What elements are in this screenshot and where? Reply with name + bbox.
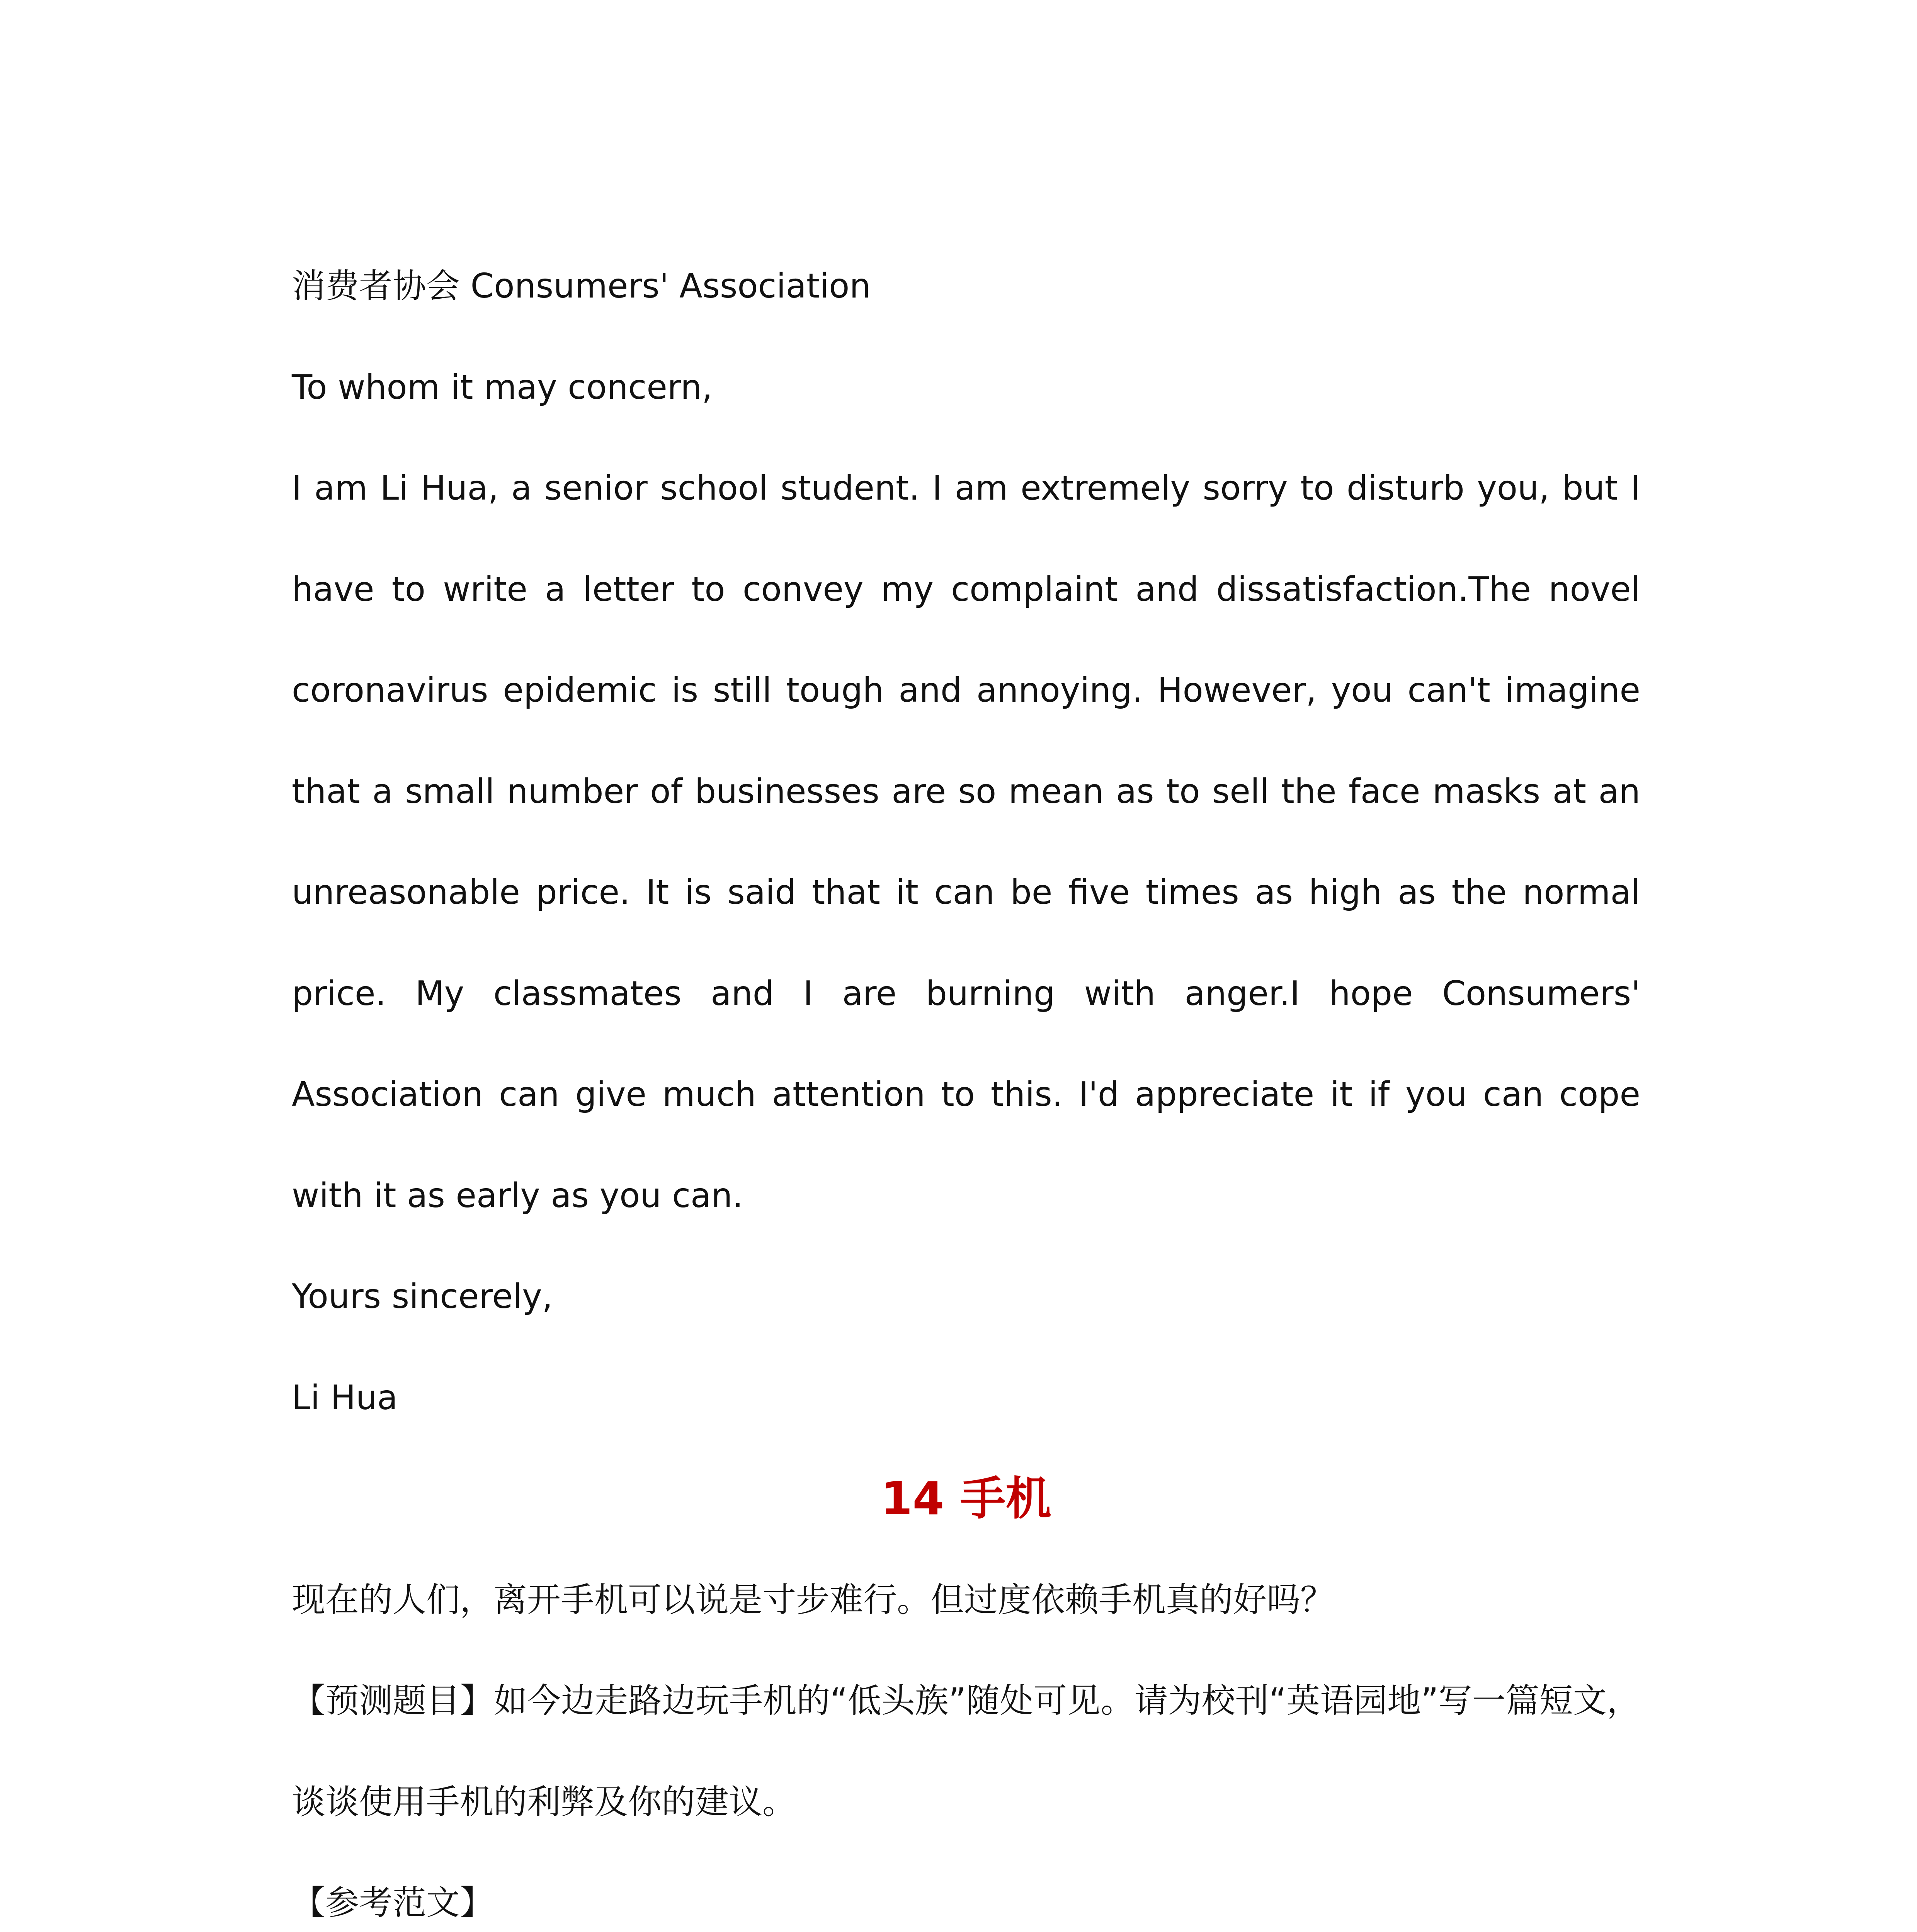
prediction-prompt: 【预测题目】如今边走路边玩手机的“低头族”随处可见。请为校刊“英语园地”写一篇短文，谈谈使用手机的利弊及你的建议。 <box>292 1681 1640 1821</box>
letter-body: I am Li Hua, a senior school student. I am extremely sorry to disturb you, but I have to write a letter to convey my complaint and dissatisfaction.The novel coronavirus epidemic is still tough and annoying. However, you can't imagine that a small number of businesses are so mean as to sell the face masks at an unreasonable price. It is said that it can be five times as high as the normal price. My classmates and I are burning with anger.I hope Consumers' Association can give much attention to this. I'd appreciate it if you can cope with it as early as you can. <box>292 468 1640 1215</box>
letter-signature: Li Hua <box>292 1378 398 1417</box>
letter-closing: Yours sincerely, <box>292 1277 553 1316</box>
page-content <box>292 236 1640 1932</box>
section-intro: 现在的人们，离开手机可以说是寸步难行。但过度依赖手机真的好吗？ <box>292 1580 1334 1619</box>
section-title: 14 手机 <box>881 1472 1051 1525</box>
sample-essay-label: 【参考范文】 <box>292 1883 493 1922</box>
letter-header: 消费者协会 Consumers' Association <box>292 266 871 306</box>
letter-greeting: To whom it may concern, <box>292 367 713 407</box>
